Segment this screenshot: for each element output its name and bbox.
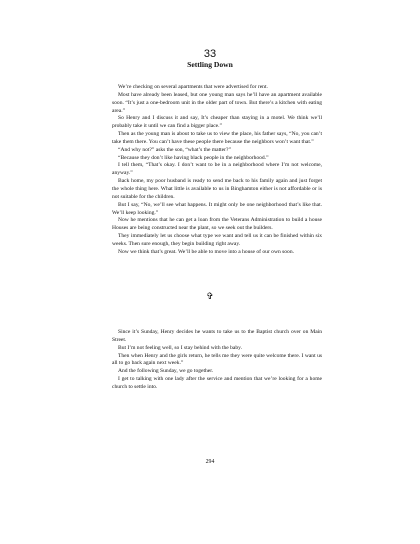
paragraph: Back home, my poor husband is ready to send me back to his family again and just forget the whole thing here. What little is available to us in Binghamton either is not affordable or is not suitable for the children. [112, 178, 322, 200]
paragraph: Then as the young man is about to take us to view the place, his father says, “No, you can’t take them there. You can’t have these people there because the neighbors won’t want that.” [112, 131, 322, 145]
chapter-body-section-2 [112, 329, 322, 392]
paragraph: I get to talking with one lady after the service and mention that we’re looking for a home church to settle into. [112, 376, 322, 390]
paragraph: So Henry and I discuss it and say, It’s cheaper than staying in a motel. We think we’ll probably take it until we can find a bigger place.” [112, 115, 322, 130]
paragraph: We’re checking on several apartments that were advertised for rent. [118, 84, 268, 90]
paragraph: Now he mentions that he can get a loan from the Veterans Administration to build a house Houses are being constructed near the plant, so we seek out the builders. [112, 217, 322, 232]
paragraph: Then when Henry and the girls return, he tells me they were quite welcome there. I want us all to go back again next week.” [112, 352, 322, 367]
paragraph: But I’m not feeling well, so I stay behind with the baby. [118, 344, 242, 351]
paragraph: Now we think that’s great. We’ll be able to move into a house of our own soon. [118, 248, 294, 255]
paragraph: I tell them, “That’s okay. I don’t want to be in a neighborhood where I’m not welcome, anyway.” [112, 162, 322, 177]
chapter-number: 33 [203, 48, 217, 60]
paragraph: “And why not?” asks the son, “what’s the matter?” [118, 146, 231, 153]
paragraph: And the following Sunday, we go together. [118, 368, 214, 375]
chapter-title: Settling Down [187, 60, 233, 69]
paragraph: Most have already been leased, but one young man says he’ll have an apartment available soon. “It’s just a one-bedroom unit in the older part of town. But there’s a kitchen with eating area.” [112, 91, 322, 114]
paragraph: “Because they don’t like having black people in the neighborhood.” [118, 154, 269, 161]
paragraph: They immediately let us choose what type we want and tell us it can be finished within six weeks. Then sure enough, they begin building right away. [112, 233, 322, 247]
chapter-body-section-1 [112, 84, 322, 257]
paragraph: Since it’s Sunday, Henry decides he wants to take us to the Baptist church over on Main Street. [112, 329, 322, 343]
cross-ornament-icon: ✞ [206, 292, 214, 302]
paragraph: But I say, “No, we’ll see what happens. It might only be one neighborhood that’s like that. We’ll keep looking.” [112, 201, 322, 216]
page-number: 294 [205, 459, 215, 465]
